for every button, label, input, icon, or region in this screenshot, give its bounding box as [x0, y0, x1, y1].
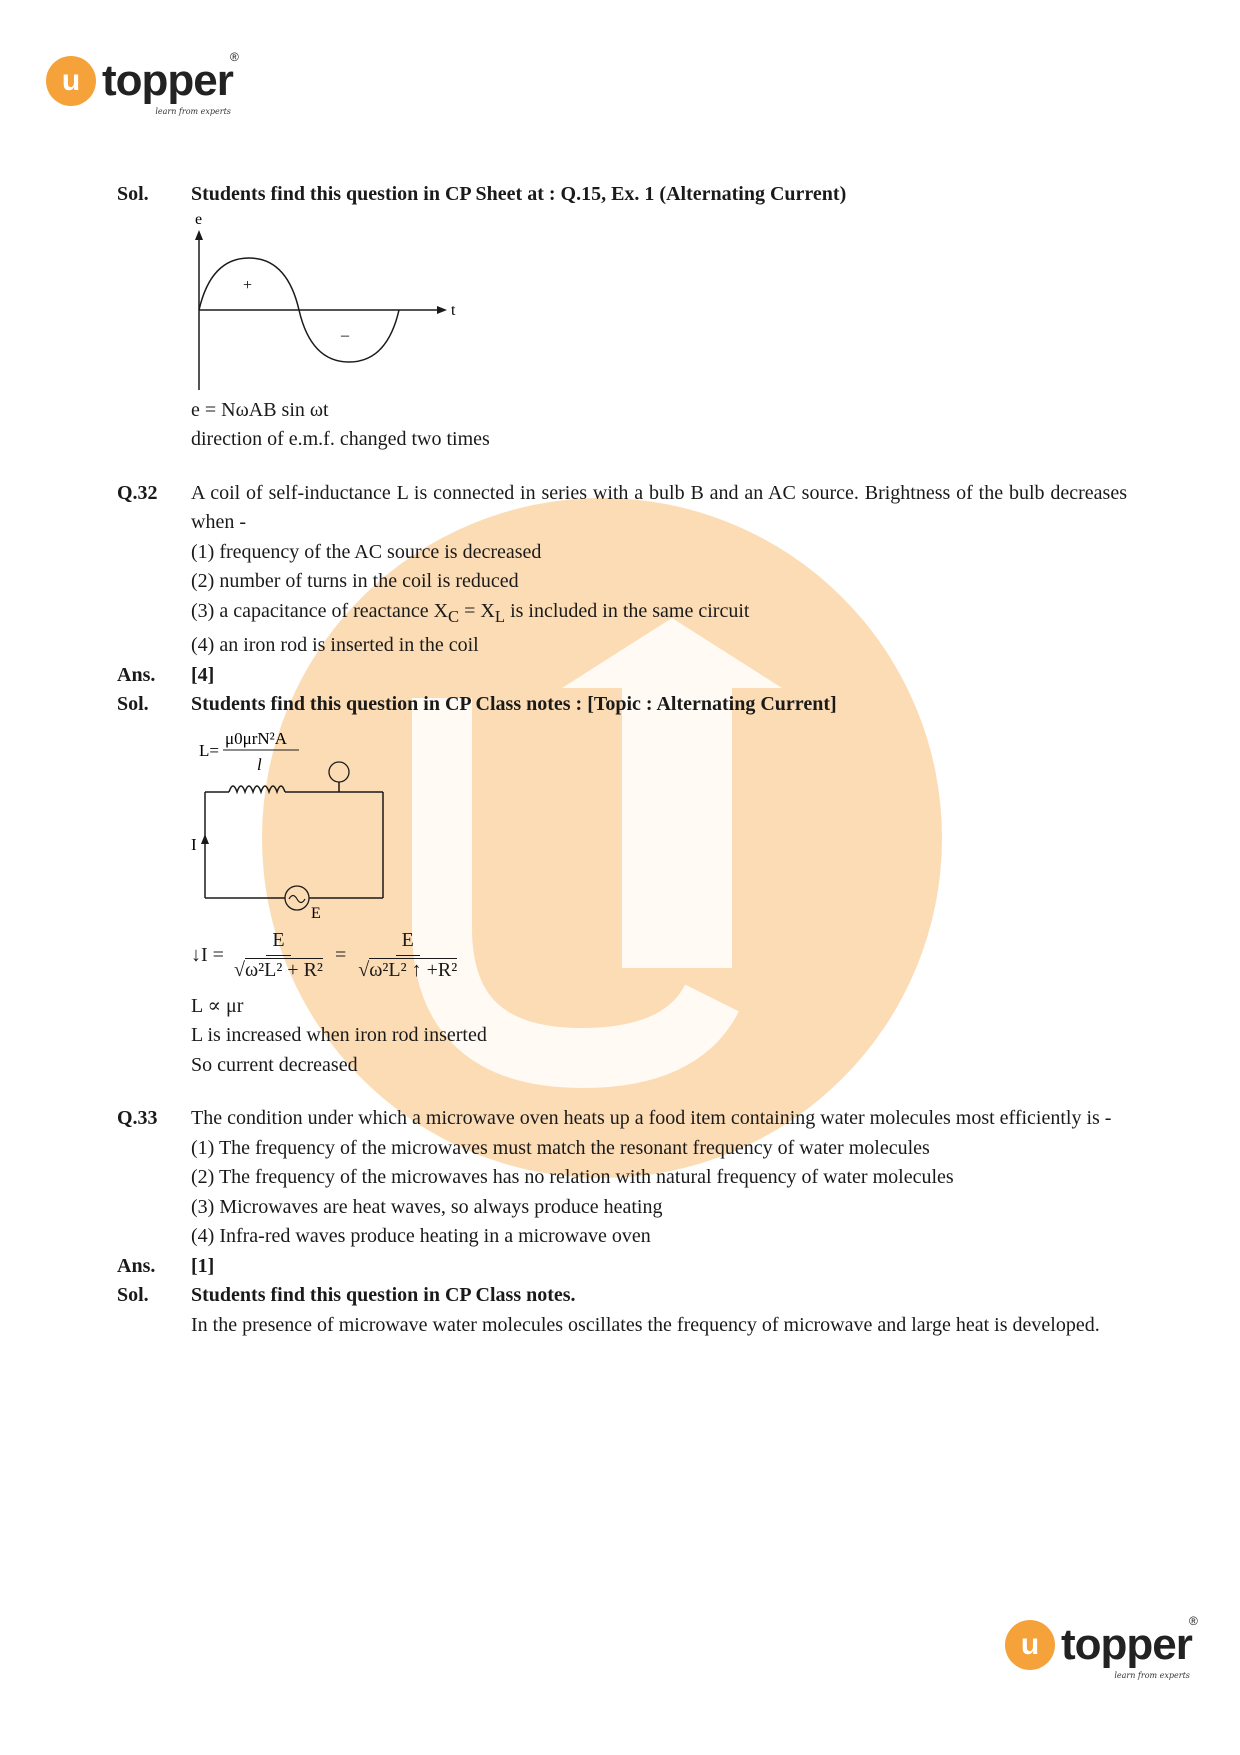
- logo-registered: ®: [1189, 1614, 1198, 1628]
- answer-label: Ans.: [117, 1254, 156, 1277]
- current-formula: ↓I = $\frac{E}{\text{√ω²L² + R²}}$ = $\frac{E}{\text{√ω²L² ↑ +R²}}$: [191, 926, 1127, 986]
- question-text: A coil of self-inductance L is connected in series with a bulb B and an AC source. Brightness of the bulb decreases when -: [191, 481, 1127, 533]
- header-logo: [46, 50, 239, 116]
- option-3: (3) Microwaves are heat waves, so always produce heating: [191, 1195, 663, 1218]
- graph-x-label: t: [451, 301, 456, 319]
- question-text: The condition under which a microwave oven heats up a food item containing water molecules most efficiently is -: [191, 1107, 1112, 1129]
- logo-mark-icon: u: [1005, 1620, 1055, 1670]
- answer-value: [4]: [191, 663, 215, 686]
- question-33: [117, 1104, 1127, 1252]
- solution-line-a: L is increased when iron rod inserted: [191, 1024, 487, 1046]
- emf-note: direction of e.m.f. changed two times: [191, 428, 490, 450]
- solution-33: [117, 1281, 1127, 1340]
- inductor-coil: [229, 786, 285, 792]
- sol-label: Sol.: [117, 1284, 149, 1306]
- logo-tagline: learn from experts: [155, 107, 231, 116]
- graph-y-label: e: [195, 211, 203, 228]
- logo-registered: ®: [230, 50, 239, 64]
- graph-minus: –: [341, 326, 349, 344]
- sol-heading: Students find this question in CP Sheet at : Q.15, Ex. 1 (Alternating Current): [191, 183, 847, 205]
- option-2: (2) number of turns in the coil is reduced: [191, 570, 519, 592]
- sqrt-den-2: √ω²L² ↑ +R²: [358, 959, 458, 981]
- emf-equation: e = NωAB sin ωt: [191, 398, 329, 421]
- solution-32: [117, 690, 1127, 1080]
- sol-label: Sol.: [117, 693, 149, 715]
- current-label: I: [191, 834, 197, 854]
- option-4: (4) Infra-red waves produce heating in a microwave oven: [191, 1225, 651, 1247]
- answer-33: [117, 1252, 1127, 1282]
- sqrt-den-1: √ω²L² + R²: [233, 959, 323, 981]
- logo-wordmark: topper: [102, 56, 233, 105]
- bulb-icon: [329, 762, 349, 782]
- option-1: (1) The frequency of the microwaves must match the resonant frequency of water molecules: [191, 1136, 930, 1159]
- logo-mark-icon: u: [46, 56, 96, 106]
- solution-text: In the presence of microwave water molecules oscillates the frequency of microwave and large heat is developed.: [191, 1313, 1100, 1336]
- question-label: Q.33: [117, 1107, 158, 1129]
- inductance-denominator: l: [257, 754, 262, 774]
- sol-label: Sol.: [117, 183, 149, 205]
- answer-32: [117, 661, 1127, 691]
- sol-heading: Students find this question in CP Class notes.: [191, 1284, 576, 1306]
- question-32: [117, 479, 1127, 661]
- logo-tagline: learn from experts: [1114, 1671, 1190, 1680]
- emf-sine-graph: [191, 212, 461, 392]
- option-2: (2) The frequency of the microwaves has no relation with natural frequency of water molecules: [191, 1166, 954, 1188]
- answer-label: Ans.: [117, 663, 156, 686]
- option-4: (4) an iron rod is inserted in the coil: [191, 634, 479, 656]
- source-label: E: [311, 904, 321, 922]
- option-3: (3) a capacitance of reactance $X_C = X_L$ is included in the same circuit: [191, 599, 750, 626]
- sol-block-1: [117, 180, 1127, 455]
- sol-heading: Students find this question in CP Class notes : [Topic : Alternating Current]: [191, 693, 837, 715]
- footer-logo: [1005, 1614, 1198, 1680]
- answer-value: [1]: [191, 1254, 215, 1277]
- inductance-eq-label: L=: [199, 740, 219, 760]
- lr-circuit-diagram: [191, 722, 431, 922]
- inductance-numerator: μ0μrN²A: [225, 728, 288, 748]
- proportional-line: L ∝ μr: [191, 994, 244, 1017]
- question-label: Q.32: [117, 481, 158, 504]
- page-content: [117, 180, 1127, 1340]
- option-1: (1) frequency of the AC source is decreased: [191, 540, 542, 563]
- graph-plus: +: [243, 276, 253, 294]
- solution-line-b: So current decreased: [191, 1053, 358, 1076]
- logo-wordmark: topper: [1061, 1620, 1192, 1669]
